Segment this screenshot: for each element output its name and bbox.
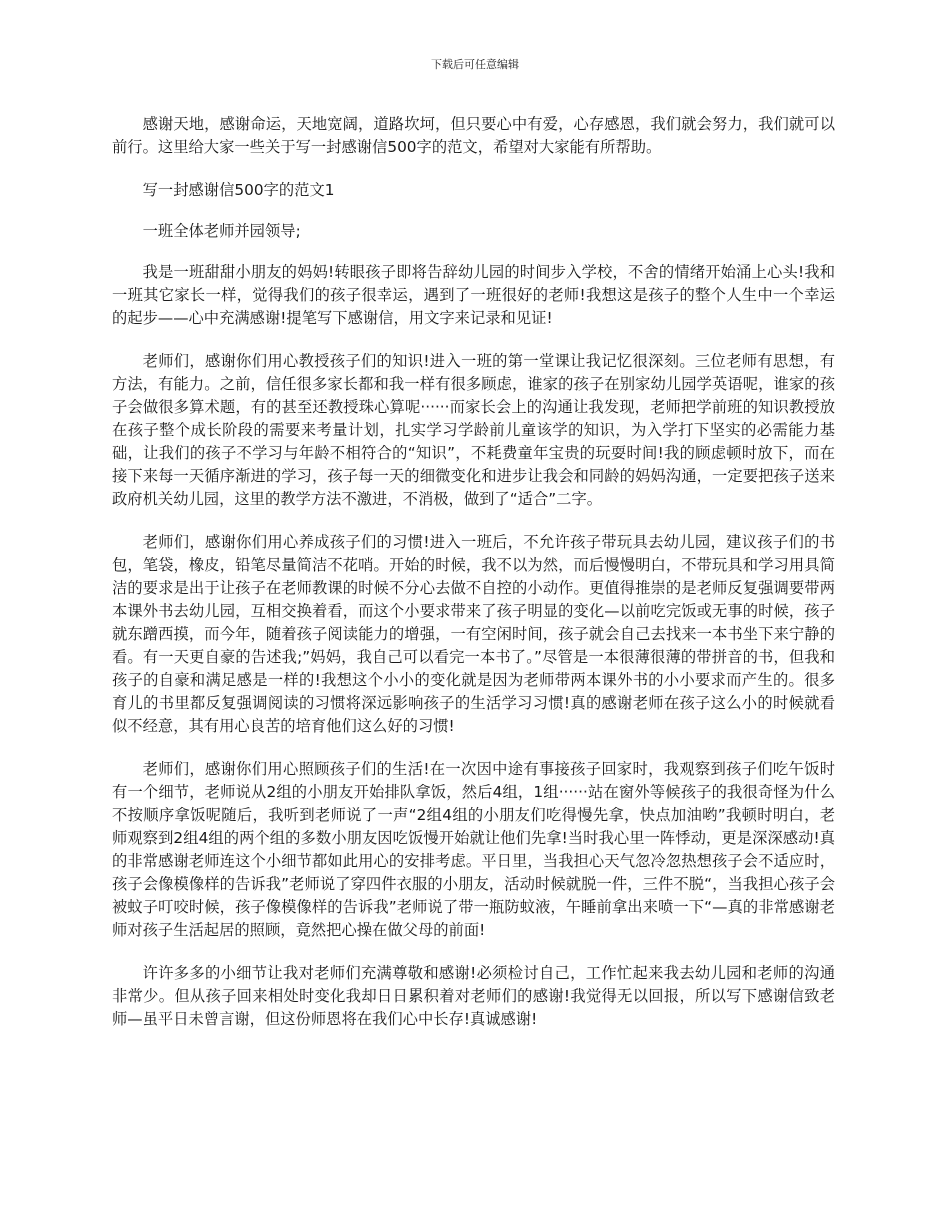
body-paragraph: 老师们，感谢你们用心教授孩子们的知识!进入一班的第一堂课让我记忆很深刻。三位老师有思想，有方法，有能力。之前，信任很多家长都和我一样有很多顾虑，谁家的孩子在别家幼儿园学英语呢，谁家的孩子会做很多算术题，有的甚至还教授珠心算呢······而家长会上的沟通让我发现，老师把学前班的知识教授放在孩子整个成长阶段的需要来考量计划，扎实学习学龄前儿童该学的知识，为入学打下坚实的必需能力基础，让我们的孩子不学习与年龄不相符合的“知识”，不耗费童年宝贵的玩耍时间!我的顾虑顿时放下，而在接下来每一天循序渐进的学习，孩子每一天的细微变化和进步让我会和同龄的妈妈沟通，一定要把孩子送来政府机关幼儿园，这里的教学方法不激进，不消极，做到了“适合”二字。 [112, 352, 835, 508]
body-paragraph: 老师们，感谢你们用心养成孩子们的习惯!进入一班后，不允许孩子带玩具去幼儿园，建议孩子们的书包，笔袋，橡皮，铅笔尽量简洁不花哨。开始的时候，我不以为然，而后慢慢明白，不带玩具和学习用具简洁的要求是出于让孩子在老师教课的时候不分心去做不自控的小动作。更值得推崇的是老师反复强调要带两本课外书去幼儿园，互相交换着看，而这个小要求带来了孩子明显的变化—以前吃完饭或无事的时候，孩子就东蹭西摸，而今年，随着孩子阅读能力的增强，一有空闲时间，孩子就会自己去找来一本书坐下来宁静的看。有一天更自豪的告述我;”妈妈，我自己可以看完一本书了。”尽管是一本很薄很薄的带拼音的书，但我和孩子的自豪和满足感是一样的!我想这个小小的变化就是因为老师带两本课外书的小小要求而产生的。很多育儿的书里都反复强调阅读的习惯将深远影响孩子的生活学习习惯!真的感谢老师在孩子这么小的时候就看似不经意，其有用心良苦的培育他们这么好的习惯! [112, 533, 835, 735]
intro-paragraph: 感谢天地，感谢命运，天地宽阔，道路坎坷，但只要心中有爱，心存感恩，我们就会努力，我们就可以前行。这里给大家一些关于写一封感谢信500字的范文，希望对大家能有所帮助。 [112, 115, 835, 156]
closing-paragraph: 许许多多的小细节让我对老师们充满尊敬和感谢!必须检讨自己，工作忙起来我去幼儿园和老师的沟通非常少。但从孩子回来相处时变化我却日日累积着对老师们的感谢!我觉得无以回报，所以写下感谢信致老师—虽平日未曾言谢，但这份师恩将在我们心中长存!真诚感谢! [112, 964, 835, 1028]
body-paragraph: 老师们，感谢你们用心照顾孩子们的生活!在一次因中途有事接孩子回家时，我观察到孩子们吃午饭时有一个细节，老师说从2组的小朋友开始排队拿饭，然后4组，1组······站在窗外等候孩子的我很奇怪为什么不按顺序拿饭呢随后，我听到老师说了一声“2组4组的小朋友们吃得慢先拿，快点加油哟”我顿时明白，老师观察到2组4组的两个组的多数小朋友因吃饭慢开始就让他们先拿!当时我心里一阵悸动，更是深深感动!真的非常感谢老师连这个小细节都如此用心的安排考虑。平日里，当我担心天气忽冷忽热想孩子会不适应时，孩子会像模像样的告诉我”老师说了穿四件衣服的小朋友，活动时候就脱一件，三件不脱“，当我担心孩子会被蚊子叮咬时候，孩子像模像样的告诉我”老师说了带一瓶防蚊液，午睡前拿出来喷一下“—真的非常感谢老师对孩子生活起居的照顾，竟然把心操在做父母的前面! [112, 760, 835, 939]
salutation: 一班全体老师并园领导; [142, 222, 301, 240]
essay-title: 写一封感谢信500字的范文1 [142, 181, 335, 199]
page-header: 下载后可任意编辑 [431, 58, 519, 71]
body-paragraph: 我是一班甜甜小朋友的妈妈!转眼孩子即将告辞幼儿园的时间步入学校，不舍的情绪开始涌上心头!我和一班其它家长一样，觉得我们的孩子很幸运，遇到了一班很好的老师!我想这是孩子的整个人生中一个幸运的起步——心中充满感谢!提笔写下感谢信，用文字来记录和见证! [112, 263, 835, 327]
letter-body [112, 113, 835, 1051]
